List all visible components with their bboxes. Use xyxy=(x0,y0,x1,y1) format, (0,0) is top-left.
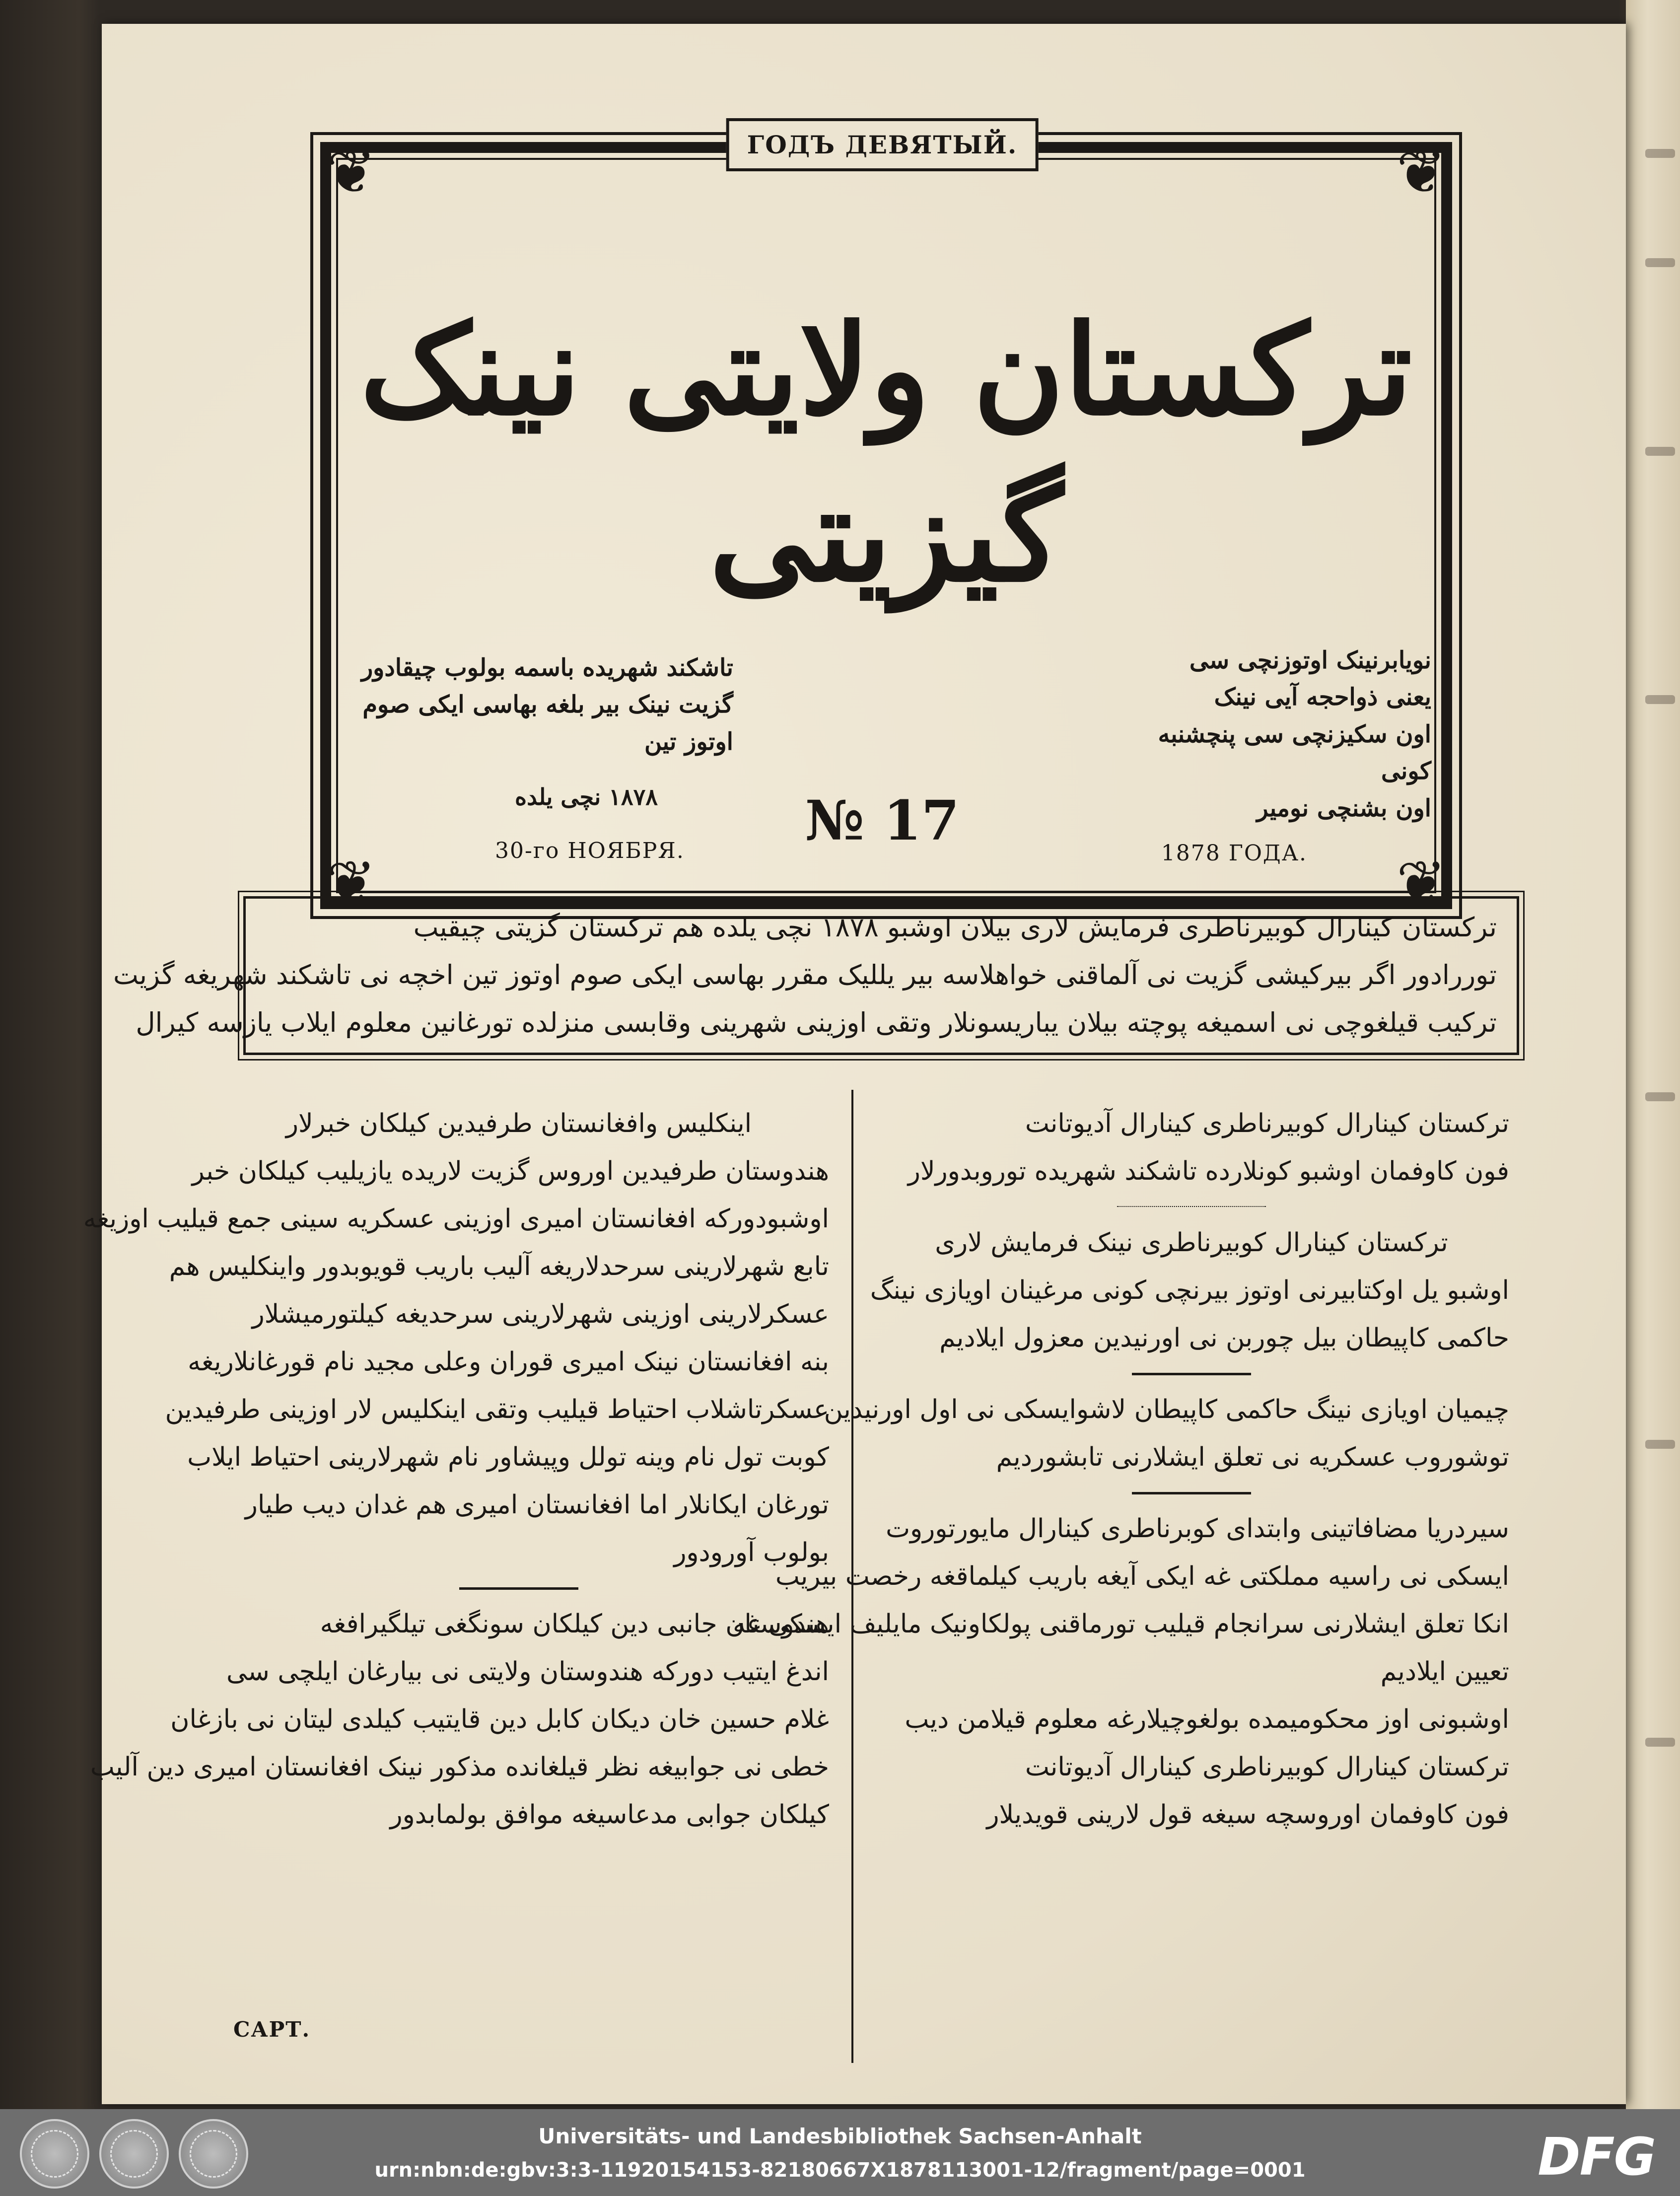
next-page-edge xyxy=(1626,0,1680,2109)
text-line: بنه افغانستان نینک امیری قوران وعلی مجید نام قورغانلاریغه xyxy=(188,1347,829,1377)
date-day-month: 30-го НОЯБРЯ. xyxy=(495,838,685,863)
text-line: توشوروب عسکریه نی تعلق ایشلارنی تابشوردیم xyxy=(996,1442,1509,1472)
issue-date-info xyxy=(1153,642,1431,827)
text-line: چیمیان اویازی نینگ حاکمی کاپیطان لاشوایسکی نی اول اورنیدین xyxy=(824,1395,1509,1424)
text-line: کیلکان جوابی مدعاسیغه موافق بولمابدور xyxy=(390,1800,829,1830)
signature-label: САРТ. xyxy=(233,2017,311,2042)
text-line: ترکستان کینارال کوبیرناطری کینارال آدیوتانت xyxy=(1025,1752,1509,1782)
info-line: نویابرنینک اوتوزنچی سی یعنی ذواحجه آیی نینک xyxy=(1189,646,1431,711)
text-line: خطی نی جوابیغه نظر قیلغانده مذکور نینک افغانستان امیری دین آلیب xyxy=(90,1752,829,1782)
text-line: ایسکی نی راسیه مملکتی غه ایکی آیغه باریب کیلماقغه رخصت بیریب xyxy=(775,1561,1509,1591)
subscription-notice xyxy=(113,896,1519,1055)
corner-ornament-icon: ❦ xyxy=(1396,138,1446,207)
text-line: فون کاوفمان اوشبو کونلارده تاشکند شهریده توروبدورلار xyxy=(908,1156,1509,1186)
text-line: اوشبودورکه افغانستان امیری اوزینی عسکریه سینی جمع قیلیب اوزیغه xyxy=(83,1204,829,1234)
left-column xyxy=(83,1100,829,1839)
text-line: تعیین ایلادیم xyxy=(1380,1657,1509,1687)
text-line: تورغان ایکانلار اما افغانستان امیری هم غدان دیب طیار xyxy=(245,1490,829,1520)
issue-number: № 17 xyxy=(805,788,960,852)
text-line: کوبت تول نام وینه تولل وپیشاور نام شهرلارینی احتیاط ایلاب xyxy=(187,1442,829,1472)
text-line: هندوستان طرفیدین اوروس گزیت لاریده یازیلیب کیلکان خبر xyxy=(192,1156,829,1186)
text-line: حاکمی کاپیطان بیل چوربن نی اورنیدین معزول ایلادیم xyxy=(939,1323,1509,1353)
text-line: فون کاوفمان اوروسچه سیغه قول لارینی قویدیلار xyxy=(986,1800,1509,1830)
library-name: Universitäts- und Landesbibliothek Sachsen-Anhalt xyxy=(538,2124,1142,2148)
text-line: اوشبونی اوز محکومیمده بولغوچیلارغه معلوم قیلامن دیب xyxy=(905,1704,1509,1734)
separator xyxy=(874,1481,1509,1505)
text-line: عسکرتاشلاب احتیاط قیلیب وتقی اینکلیس لار اوزینی طرفیدین xyxy=(165,1395,829,1424)
newspaper-page xyxy=(83,24,1626,2104)
section-heading: اینکلیس وافغانستان طرفیدین کیلکان خبرلار xyxy=(285,1109,752,1138)
notice-line: ترکیب قیلغوچی نی اسمیغه پوچته بیلان یباریسونلار وتقی اوزینی شهرینی وقابسی منزلده تورغانین معلوم ایلاب یازسه کیرال xyxy=(136,1007,1497,1038)
text-line: غلام حسین خان دیکان کابل دین قایتیب کیلدی لیتان نی بازغان xyxy=(170,1704,829,1734)
corner-ornament-icon: ❦ xyxy=(1396,849,1446,918)
text-line: اوشبو یل اوکتابیرنی اوتوز بیرنچی کونی مرغینان اویازی نینگ xyxy=(870,1275,1509,1305)
info-line: تاشکند شهریده باسمه بولوب چیقادور xyxy=(361,654,733,682)
text-line: سیردریا مضافاتینی وابتدای کوبرناطری کینارال مایورتوروت xyxy=(886,1514,1509,1544)
text-line: هندوستان جانبی دین کیلکان سونگغی تیلگیرافغه xyxy=(320,1609,829,1639)
info-line: گزیت نینک بیر بلغه بهاسی ایکی صوم اوتوز تین xyxy=(362,691,733,756)
text-line: بولوب آورودور xyxy=(674,1538,829,1567)
ornamental-separator xyxy=(874,1195,1509,1219)
text-line: انکا تعلق ایشلارنی سرانجام قیلیب تورماقنی پولکاونیک مایلیف ایسکی غه xyxy=(733,1609,1509,1639)
corner-ornament-icon: ❦ xyxy=(326,138,376,207)
corner-ornament-icon: ❦ xyxy=(326,849,376,918)
info-line: اون سکیزنچی سی پنچشنبه کونی xyxy=(1158,720,1431,785)
year-label: ГОДЪ ДЕВЯТЫЙ. xyxy=(726,118,1039,171)
separator xyxy=(209,1576,829,1600)
notice-line: توررادور اگر بیرکیشی گزیت نی آلماقنی خواهلاسه بیر یللیک مقرر بهاسی ایکی صوم اوتوز تین اخچه نی تاشکند شهریغه گزیت xyxy=(113,959,1497,991)
info-line: اون بشنچی نومیر xyxy=(1257,794,1431,822)
library-footer xyxy=(0,2109,1680,2196)
notice-line: ترکستان کینارال کوبیرناطری فرمایش لاری بیلان اوشبو ۱۸۷۸ نچی یلده هم ترکستان گزیتی چیقیب xyxy=(413,912,1497,943)
publication-info xyxy=(356,649,733,760)
newspaper-subtitle: گیزیتی xyxy=(709,459,1063,611)
newspaper-title: ترکستان ولایتی نینک xyxy=(360,297,1412,443)
dfg-logo: DFG xyxy=(1538,2126,1655,2187)
text-line: تابع شهرلارینی سرحدلاریغه آلیب باریب قویوبدور واینکلیس هم xyxy=(169,1252,829,1281)
date-year: 1878 ГОДА. xyxy=(1161,841,1307,866)
year-arabic: ۱۸۷۸ نچی یلده xyxy=(515,783,658,810)
section-heading: ترکستان کینارال کوبیرناطری نینک فرمایش لاری xyxy=(935,1228,1448,1258)
text-line: ترکستان کینارال کوبیرناطری کینارال آدیوتانت xyxy=(1025,1109,1509,1138)
text-line: عسکرلارینی اوزینی شهرلارینی سرحدیغه کیلتورمیشلار xyxy=(252,1299,829,1329)
text-line: اندغ ایتیب دورکه هندوستان ولایتی نی بیارغان ایلچی سی xyxy=(226,1657,829,1687)
separator xyxy=(874,1362,1509,1386)
masthead-frame xyxy=(320,130,1452,918)
urn-link[interactable]: urn:nbn:de:gbv:3:3-11920154153-82180667X1878113001-12/fragment/page=0001 xyxy=(374,2159,1306,2182)
